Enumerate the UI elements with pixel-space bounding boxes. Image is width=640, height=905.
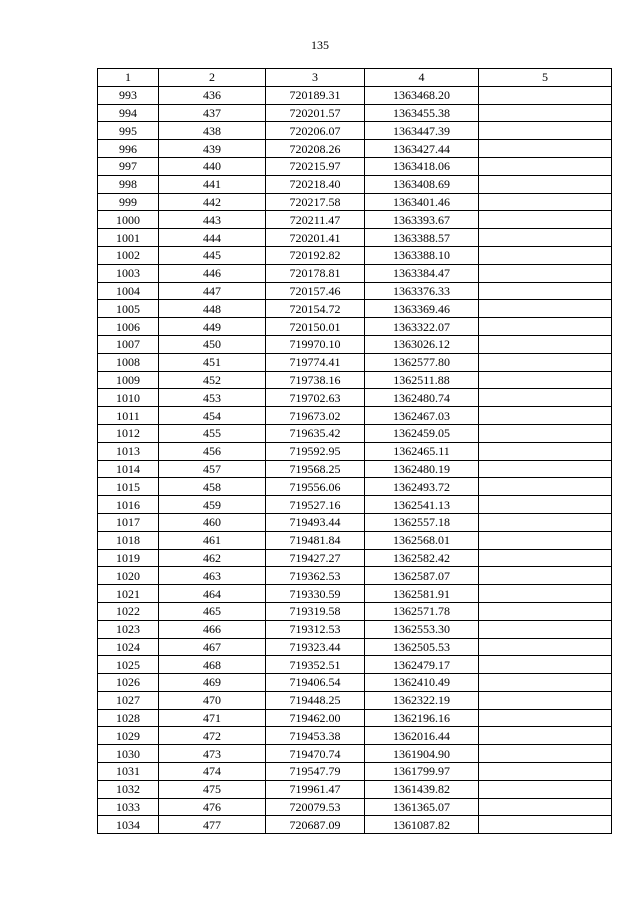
table-row — [98, 246, 612, 264]
table-cell-col-2: 462 — [159, 549, 266, 567]
header-row — [98, 69, 612, 87]
table-row — [98, 371, 612, 389]
table-cell-col-4: 1362493.72 — [365, 478, 479, 496]
table-cell-col-2: 461 — [159, 531, 266, 549]
header-cell-5: 5 — [479, 69, 612, 87]
table-cell-col-5 — [479, 353, 612, 371]
table-cell-col-5 — [479, 318, 612, 336]
table-cell-col-5 — [479, 442, 612, 460]
table-cell-col-1: 1030 — [98, 745, 159, 763]
table-cell-col-5 — [479, 780, 612, 798]
table-row — [98, 798, 612, 816]
table-cell-col-3: 720218.40 — [266, 175, 365, 193]
table-cell-col-1: 1009 — [98, 371, 159, 389]
table-cell-col-1: 1022 — [98, 602, 159, 620]
table-row — [98, 549, 612, 567]
table-row — [98, 478, 612, 496]
table-cell-col-4: 1362557.18 — [365, 513, 479, 531]
table-cell-col-4: 1362465.11 — [365, 442, 479, 460]
table-cell-col-1: 1034 — [98, 816, 159, 834]
table-cell-col-5 — [479, 478, 612, 496]
table-body — [98, 86, 612, 833]
table-cell-col-2: 439 — [159, 140, 266, 158]
table-cell-col-3: 720201.57 — [266, 104, 365, 122]
table-row — [98, 407, 612, 425]
table-row — [98, 264, 612, 282]
table-cell-col-5 — [479, 816, 612, 834]
table-cell-col-4: 1362511.88 — [365, 371, 479, 389]
table-row — [98, 513, 612, 531]
table-cell-col-3: 719470.74 — [266, 745, 365, 763]
table-cell-col-3: 719453.38 — [266, 727, 365, 745]
table-row — [98, 229, 612, 247]
table-cell-col-1: 1002 — [98, 246, 159, 264]
table-cell-col-5 — [479, 798, 612, 816]
table-cell-col-5 — [479, 264, 612, 282]
table-cell-col-2: 449 — [159, 318, 266, 336]
table-cell-col-2: 470 — [159, 691, 266, 709]
table-cell-col-3: 720178.81 — [266, 264, 365, 282]
table-cell-col-4: 1362410.49 — [365, 674, 479, 692]
header-cell-2: 2 — [159, 69, 266, 87]
table-cell-col-4: 1362016.44 — [365, 727, 479, 745]
table-cell-col-3: 719448.25 — [266, 691, 365, 709]
table-cell-col-1: 995 — [98, 122, 159, 140]
table-cell-col-2: 452 — [159, 371, 266, 389]
table-cell-col-4: 1362571.78 — [365, 602, 479, 620]
table-cell-col-1: 1023 — [98, 620, 159, 638]
table-row — [98, 656, 612, 674]
table-cell-col-4: 1363408.69 — [365, 175, 479, 193]
table-cell-col-3: 720217.58 — [266, 193, 365, 211]
page-number: 135 — [311, 38, 329, 52]
header-cell-1: 1 — [98, 69, 159, 87]
table-cell-col-4: 1362480.19 — [365, 460, 479, 478]
table-cell-col-4: 1361439.82 — [365, 780, 479, 798]
table-cell-col-4: 1363468.20 — [365, 86, 479, 104]
table-cell-col-2: 444 — [159, 229, 266, 247]
table-cell-col-5 — [479, 193, 612, 211]
table-cell-col-4: 1362196.16 — [365, 709, 479, 727]
table-cell-col-3: 719462.00 — [266, 709, 365, 727]
table-cell-col-1: 1029 — [98, 727, 159, 745]
table-cell-col-1: 997 — [98, 157, 159, 175]
table-cell-col-4: 1363384.47 — [365, 264, 479, 282]
table-cell-col-2: 441 — [159, 175, 266, 193]
table-cell-col-2: 476 — [159, 798, 266, 816]
table-cell-col-2: 448 — [159, 300, 266, 318]
table-cell-col-2: 471 — [159, 709, 266, 727]
table-cell-col-4: 1361799.97 — [365, 763, 479, 781]
table-cell-col-2: 466 — [159, 620, 266, 638]
table-cell-col-2: 457 — [159, 460, 266, 478]
table-cell-col-3: 720211.47 — [266, 211, 365, 229]
table-cell-col-3: 720215.97 — [266, 157, 365, 175]
table-cell-col-1: 1003 — [98, 264, 159, 282]
table-cell-col-5 — [479, 175, 612, 193]
table-cell-col-1: 1032 — [98, 780, 159, 798]
table-cell-col-4: 1362577.80 — [365, 353, 479, 371]
table-cell-col-1: 998 — [98, 175, 159, 193]
table-cell-col-2: 450 — [159, 335, 266, 353]
table-cell-col-5 — [479, 104, 612, 122]
table-cell-col-4: 1362479.17 — [365, 656, 479, 674]
table-cell-col-2: 455 — [159, 424, 266, 442]
table-cell-col-2: 465 — [159, 602, 266, 620]
table-cell-col-3: 719635.42 — [266, 424, 365, 442]
table-cell-col-2: 437 — [159, 104, 266, 122]
table-cell-col-5 — [479, 389, 612, 407]
table-cell-col-4: 1362459.05 — [365, 424, 479, 442]
table-row — [98, 353, 612, 371]
table-cell-col-4: 1363393.67 — [365, 211, 479, 229]
table-row — [98, 709, 612, 727]
table-cell-col-1: 1010 — [98, 389, 159, 407]
table-cell-col-2: 474 — [159, 763, 266, 781]
table-cell-col-5 — [479, 460, 612, 478]
table-cell-col-5 — [479, 122, 612, 140]
table-cell-col-2: 475 — [159, 780, 266, 798]
table-cell-col-2: 472 — [159, 727, 266, 745]
table-cell-col-2: 469 — [159, 674, 266, 692]
table-cell-col-1: 1017 — [98, 513, 159, 531]
table-cell-col-3: 720150.01 — [266, 318, 365, 336]
table-cell-col-3: 719312.53 — [266, 620, 365, 638]
table-row — [98, 193, 612, 211]
table-cell-col-4: 1362553.30 — [365, 620, 479, 638]
table-cell-col-2: 460 — [159, 513, 266, 531]
table-row — [98, 104, 612, 122]
table-cell-col-4: 1361087.82 — [365, 816, 479, 834]
table-row — [98, 816, 612, 834]
table-row — [98, 496, 612, 514]
coordinates-table — [97, 68, 612, 834]
table-cell-col-2: 459 — [159, 496, 266, 514]
table-cell-col-2: 468 — [159, 656, 266, 674]
table-cell-col-4: 1361904.90 — [365, 745, 479, 763]
table-cell-col-5 — [479, 585, 612, 603]
table-cell-col-3: 719961.47 — [266, 780, 365, 798]
table-cell-col-3: 719738.16 — [266, 371, 365, 389]
table-row — [98, 300, 612, 318]
table-cell-col-5 — [479, 602, 612, 620]
table-cell-col-5 — [479, 745, 612, 763]
table-cell-col-2: 442 — [159, 193, 266, 211]
table-cell-col-1: 999 — [98, 193, 159, 211]
table-cell-col-1: 994 — [98, 104, 159, 122]
table-cell-col-5 — [479, 496, 612, 514]
table-cell-col-4: 1362581.91 — [365, 585, 479, 603]
table-row — [98, 620, 612, 638]
table-cell-col-5 — [479, 656, 612, 674]
table-cell-col-1: 1028 — [98, 709, 159, 727]
table-row — [98, 318, 612, 336]
table-cell-col-1: 1027 — [98, 691, 159, 709]
table-cell-col-3: 720154.72 — [266, 300, 365, 318]
table-cell-col-4: 1362541.13 — [365, 496, 479, 514]
table-cell-col-1: 993 — [98, 86, 159, 104]
table-cell-col-2: 463 — [159, 567, 266, 585]
table-cell-col-1: 996 — [98, 140, 159, 158]
table-cell-col-1: 1031 — [98, 763, 159, 781]
table-cell-col-5 — [479, 727, 612, 745]
table-cell-col-2: 477 — [159, 816, 266, 834]
table-cell-col-3: 719352.51 — [266, 656, 365, 674]
table-cell-col-5 — [479, 282, 612, 300]
table-cell-col-5 — [479, 335, 612, 353]
table-cell-col-1: 1033 — [98, 798, 159, 816]
table-row — [98, 389, 612, 407]
table-cell-col-2: 440 — [159, 157, 266, 175]
table-cell-col-5 — [479, 140, 612, 158]
table-cell-col-5 — [479, 424, 612, 442]
table-cell-col-3: 720687.09 — [266, 816, 365, 834]
table-cell-col-2: 456 — [159, 442, 266, 460]
table-row — [98, 442, 612, 460]
table-row — [98, 157, 612, 175]
table-cell-col-5 — [479, 246, 612, 264]
table-cell-col-3: 719330.59 — [266, 585, 365, 603]
table-row — [98, 691, 612, 709]
table-cell-col-4: 1362322.19 — [365, 691, 479, 709]
table-cell-col-1: 1014 — [98, 460, 159, 478]
table-cell-col-3: 720201.41 — [266, 229, 365, 247]
table-cell-col-3: 719970.10 — [266, 335, 365, 353]
table-cell-col-3: 719774.41 — [266, 353, 365, 371]
table-cell-col-4: 1363418.06 — [365, 157, 479, 175]
table-cell-col-1: 1000 — [98, 211, 159, 229]
table-cell-col-2: 436 — [159, 86, 266, 104]
table-cell-col-5 — [479, 157, 612, 175]
table-cell-col-1: 1008 — [98, 353, 159, 371]
table-cell-col-4: 1363388.10 — [365, 246, 479, 264]
table-cell-col-5 — [479, 567, 612, 585]
table-cell-col-4: 1363322.07 — [365, 318, 479, 336]
table-cell-col-1: 1001 — [98, 229, 159, 247]
table-cell-col-4: 1362505.53 — [365, 638, 479, 656]
table-cell-col-5 — [479, 709, 612, 727]
table-cell-col-4: 1362467.03 — [365, 407, 479, 425]
table-cell-col-3: 719547.79 — [266, 763, 365, 781]
table-cell-col-3: 719702.63 — [266, 389, 365, 407]
table-cell-col-1: 1018 — [98, 531, 159, 549]
table-cell-col-4: 1362587.07 — [365, 567, 479, 585]
table-cell-col-4: 1361365.07 — [365, 798, 479, 816]
table-cell-col-3: 719568.25 — [266, 460, 365, 478]
table-cell-col-4: 1363026.12 — [365, 335, 479, 353]
table-cell-col-1: 1011 — [98, 407, 159, 425]
table-cell-col-3: 719323.44 — [266, 638, 365, 656]
table-cell-col-2: 453 — [159, 389, 266, 407]
table-cell-col-2: 458 — [159, 478, 266, 496]
table-cell-col-5 — [479, 620, 612, 638]
table-row — [98, 567, 612, 585]
table-cell-col-5 — [479, 513, 612, 531]
table-cell-col-5 — [479, 691, 612, 709]
table-cell-col-1: 1019 — [98, 549, 159, 567]
table-cell-col-1: 1007 — [98, 335, 159, 353]
table-cell-col-3: 719319.58 — [266, 602, 365, 620]
table-cell-col-1: 1012 — [98, 424, 159, 442]
table-row — [98, 175, 612, 193]
table-cell-col-2: 445 — [159, 246, 266, 264]
table-cell-col-4: 1362582.42 — [365, 549, 479, 567]
table-cell-col-4: 1363369.46 — [365, 300, 479, 318]
table-cell-col-5 — [479, 407, 612, 425]
table-cell-col-2: 443 — [159, 211, 266, 229]
table-cell-col-3: 719362.53 — [266, 567, 365, 585]
table-row — [98, 674, 612, 692]
table-cell-col-1: 1025 — [98, 656, 159, 674]
table-cell-col-2: 451 — [159, 353, 266, 371]
table-cell-col-5 — [479, 300, 612, 318]
table-row — [98, 122, 612, 140]
table-row — [98, 745, 612, 763]
table-cell-col-1: 1015 — [98, 478, 159, 496]
header-cell-3: 3 — [266, 69, 365, 87]
table-cell-col-5 — [479, 229, 612, 247]
table-cell-col-2: 467 — [159, 638, 266, 656]
table-cell-col-2: 438 — [159, 122, 266, 140]
table-cell-col-4: 1362480.74 — [365, 389, 479, 407]
table-cell-col-3: 720189.31 — [266, 86, 365, 104]
table-cell-col-4: 1363376.33 — [365, 282, 479, 300]
table-row — [98, 86, 612, 104]
table-cell-col-4: 1363447.39 — [365, 122, 479, 140]
table-cell-col-5 — [479, 763, 612, 781]
table-row — [98, 763, 612, 781]
table-cell-col-2: 446 — [159, 264, 266, 282]
table-cell-col-1: 1026 — [98, 674, 159, 692]
table-cell-col-3: 720192.82 — [266, 246, 365, 264]
table-cell-col-1: 1013 — [98, 442, 159, 460]
table-cell-col-5 — [479, 674, 612, 692]
table-cell-col-3: 719481.84 — [266, 531, 365, 549]
table-row — [98, 780, 612, 798]
table-cell-col-5 — [479, 371, 612, 389]
table-row — [98, 531, 612, 549]
table-cell-col-2: 454 — [159, 407, 266, 425]
table-cell-col-2: 473 — [159, 745, 266, 763]
table-cell-col-3: 719527.16 — [266, 496, 365, 514]
table-cell-col-4: 1362568.01 — [365, 531, 479, 549]
table-cell-col-3: 719493.44 — [266, 513, 365, 531]
table-row — [98, 585, 612, 603]
table-cell-col-4: 1363401.46 — [365, 193, 479, 211]
table-cell-col-2: 447 — [159, 282, 266, 300]
table-cell-col-5 — [479, 86, 612, 104]
table-row — [98, 335, 612, 353]
table-row — [98, 602, 612, 620]
table-row — [98, 282, 612, 300]
table-cell-col-1: 1020 — [98, 567, 159, 585]
table-row — [98, 460, 612, 478]
table-cell-col-5 — [479, 211, 612, 229]
table-row — [98, 727, 612, 745]
table-cell-col-4: 1363388.57 — [365, 229, 479, 247]
table-cell-col-1: 1024 — [98, 638, 159, 656]
table-cell-col-3: 719673.02 — [266, 407, 365, 425]
table-row — [98, 424, 612, 442]
table-cell-col-1: 1021 — [98, 585, 159, 603]
table-row — [98, 211, 612, 229]
table-row — [98, 140, 612, 158]
table-cell-col-4: 1363455.38 — [365, 104, 479, 122]
table-cell-col-3: 720206.07 — [266, 122, 365, 140]
table-row — [98, 638, 612, 656]
table-cell-col-3: 720208.26 — [266, 140, 365, 158]
table-cell-col-3: 720157.46 — [266, 282, 365, 300]
header-cell-4: 4 — [365, 69, 479, 87]
table-cell-col-5 — [479, 531, 612, 549]
table-cell-col-5 — [479, 638, 612, 656]
table-cell-col-5 — [479, 549, 612, 567]
table-cell-col-1: 1005 — [98, 300, 159, 318]
table-cell-col-1: 1016 — [98, 496, 159, 514]
table-cell-col-3: 719427.27 — [266, 549, 365, 567]
table-cell-col-4: 1363427.44 — [365, 140, 479, 158]
table-cell-col-3: 719592.95 — [266, 442, 365, 460]
table-cell-col-3: 719406.54 — [266, 674, 365, 692]
table-cell-col-2: 464 — [159, 585, 266, 603]
table-cell-col-3: 720079.53 — [266, 798, 365, 816]
table-cell-col-1: 1004 — [98, 282, 159, 300]
table-cell-col-3: 719556.06 — [266, 478, 365, 496]
table-cell-col-1: 1006 — [98, 318, 159, 336]
